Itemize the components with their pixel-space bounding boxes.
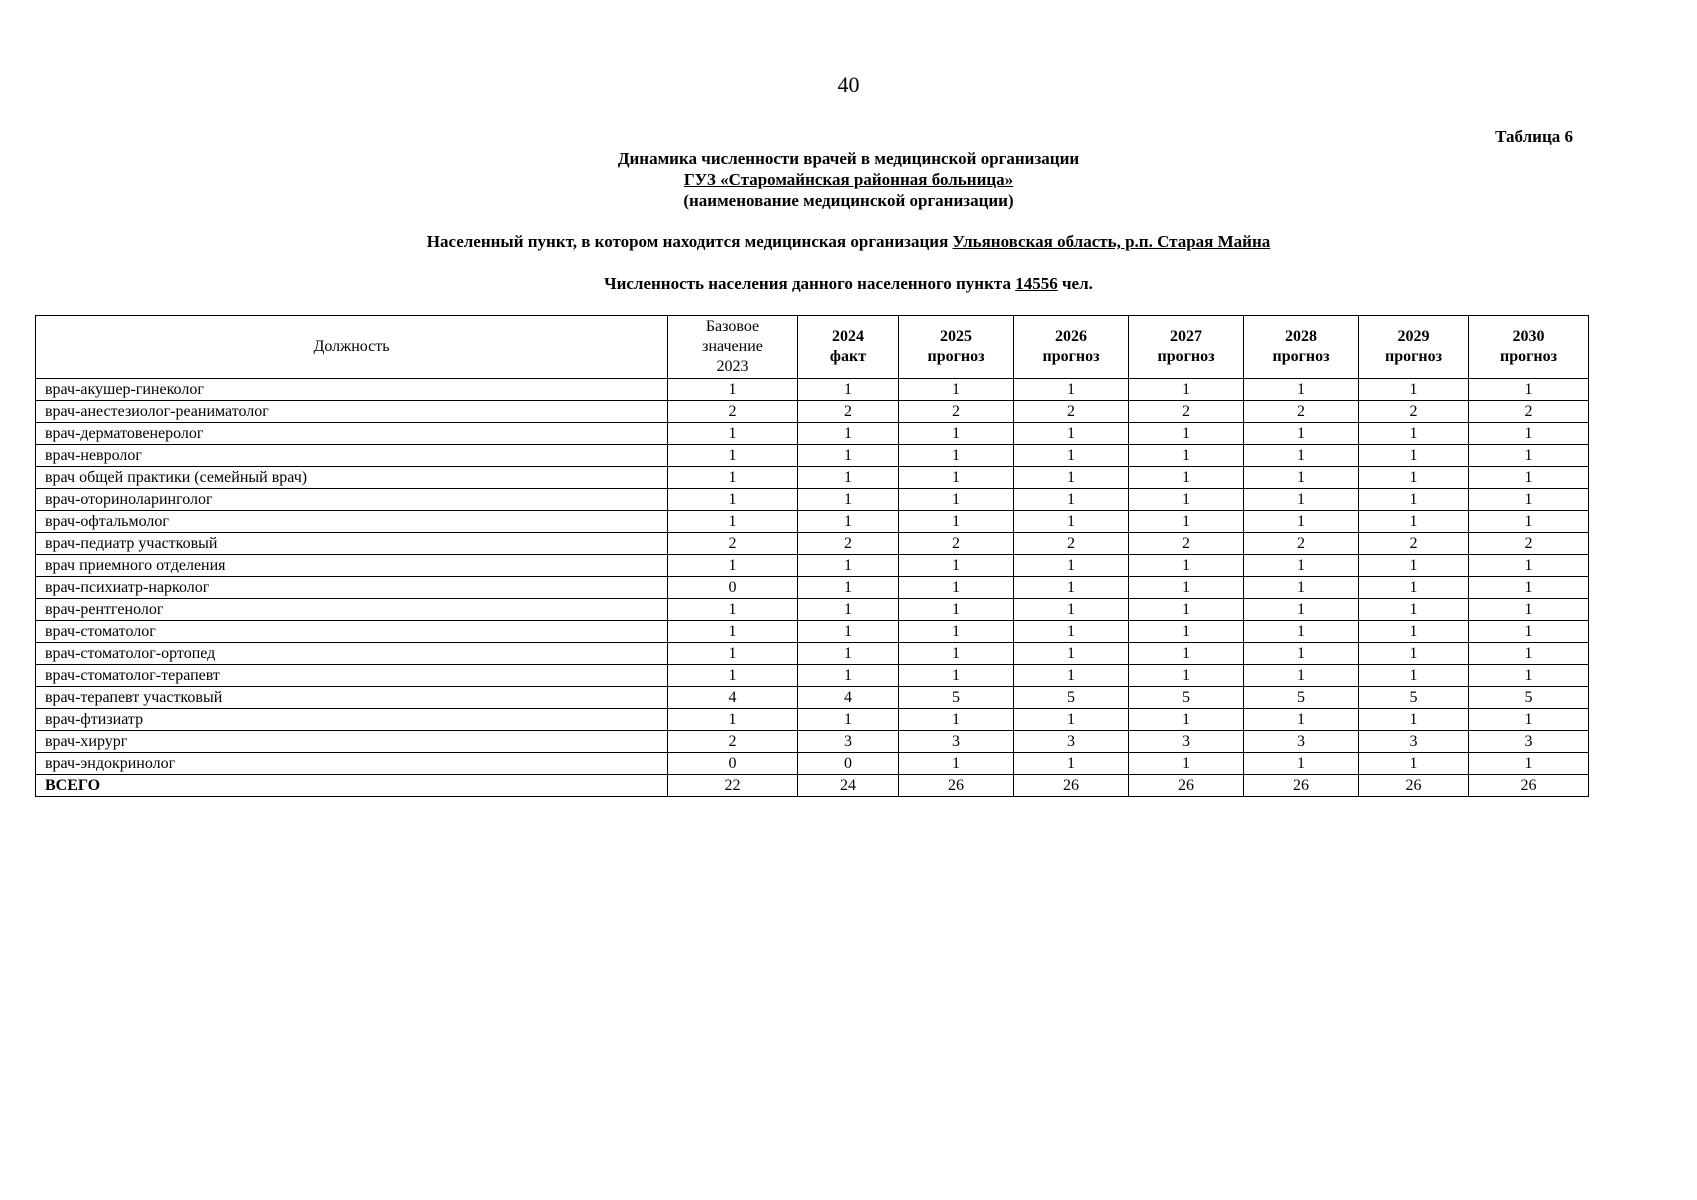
table-header-row xyxy=(36,316,1589,379)
header-text: Должность xyxy=(313,338,390,355)
header-text: факт xyxy=(829,348,867,365)
header-text: 2030 xyxy=(1512,328,1545,345)
count-cell: 1 xyxy=(1244,445,1359,467)
count-cell: 1 xyxy=(1129,423,1244,445)
column-header-position xyxy=(36,316,668,379)
position-cell: врач-рентгенолог xyxy=(36,599,668,621)
population-label: Численность населения данного населенного пункта xyxy=(604,274,1011,293)
count-cell: 1 xyxy=(1469,423,1589,445)
position-cell: врач-фтизиатр xyxy=(36,709,668,731)
count-cell: 1 xyxy=(1359,423,1469,445)
count-cell: 1 xyxy=(668,555,798,577)
position-cell: врач-эндокринолог xyxy=(36,753,668,775)
count-cell: 1 xyxy=(668,379,798,401)
count-cell: 1 xyxy=(1469,709,1589,731)
count-cell: 2 xyxy=(1469,533,1589,555)
location-label: Населенный пункт, в котором находится медицинская организация xyxy=(426,232,949,251)
count-cell: 2 xyxy=(1014,401,1129,423)
header-text: 2029 xyxy=(1397,328,1430,345)
count-cell: 1 xyxy=(1129,643,1244,665)
doctors-table xyxy=(35,315,1589,797)
total-cell: 26 xyxy=(1129,775,1244,797)
count-cell: 4 xyxy=(798,687,899,709)
count-cell: 1 xyxy=(1359,577,1469,599)
count-cell: 1 xyxy=(1359,467,1469,489)
count-cell: 1 xyxy=(1469,599,1589,621)
count-cell: 1 xyxy=(798,665,899,687)
count-cell: 0 xyxy=(668,577,798,599)
count-cell: 1 xyxy=(1129,753,1244,775)
table-row xyxy=(36,467,1589,489)
column-header xyxy=(1014,316,1129,379)
count-cell: 2 xyxy=(1469,401,1589,423)
count-cell: 1 xyxy=(1359,599,1469,621)
count-cell: 1 xyxy=(1014,577,1129,599)
table-row xyxy=(36,753,1589,775)
population-line xyxy=(0,274,1697,294)
location-value: Ульяновская область, р.п. Старая Майна xyxy=(952,232,1271,251)
total-cell: 26 xyxy=(1014,775,1129,797)
count-cell: 1 xyxy=(1469,621,1589,643)
header-text: прогноз xyxy=(1157,348,1215,365)
table-label: Таблица 6 xyxy=(1495,127,1573,146)
count-cell: 1 xyxy=(1129,577,1244,599)
count-cell: 1 xyxy=(1014,599,1129,621)
header-text: 2025 xyxy=(940,328,972,345)
table-row xyxy=(36,489,1589,511)
population-unit: чел. xyxy=(1061,274,1093,293)
count-cell: 1 xyxy=(1014,709,1129,731)
count-cell: 1 xyxy=(798,621,899,643)
table-row xyxy=(36,379,1589,401)
header-text: 2023 xyxy=(716,358,749,375)
count-cell: 3 xyxy=(1129,731,1244,753)
count-cell: 1 xyxy=(1014,665,1129,687)
position-cell: врач-офтальмолог xyxy=(36,511,668,533)
count-cell: 1 xyxy=(1244,467,1359,489)
count-cell: 1 xyxy=(1244,577,1359,599)
count-cell: 1 xyxy=(899,489,1014,511)
count-cell: 1 xyxy=(1359,555,1469,577)
count-cell: 1 xyxy=(668,709,798,731)
position-cell: врач-терапевт участковый xyxy=(36,687,668,709)
column-header xyxy=(1469,316,1589,379)
count-cell: 1 xyxy=(668,643,798,665)
count-cell: 2 xyxy=(798,401,899,423)
count-cell: 1 xyxy=(668,489,798,511)
count-cell: 1 xyxy=(1244,621,1359,643)
count-cell: 1 xyxy=(1469,555,1589,577)
header-text: 2028 xyxy=(1285,328,1317,345)
count-cell: 1 xyxy=(1469,467,1589,489)
count-cell: 1 xyxy=(1469,665,1589,687)
count-cell: 0 xyxy=(668,753,798,775)
count-cell: 5 xyxy=(1469,687,1589,709)
count-cell: 5 xyxy=(1129,687,1244,709)
header-text: прогноз xyxy=(1272,348,1330,365)
table-row xyxy=(36,709,1589,731)
count-cell: 1 xyxy=(1359,445,1469,467)
count-cell: 5 xyxy=(899,687,1014,709)
position-cell: врач-педиатр участковый xyxy=(36,533,668,555)
header-text: 2027 xyxy=(1170,328,1202,345)
count-cell: 3 xyxy=(1469,731,1589,753)
count-cell: 1 xyxy=(1129,445,1244,467)
count-cell: 1 xyxy=(1014,423,1129,445)
count-cell: 1 xyxy=(1014,621,1129,643)
count-cell: 1 xyxy=(1244,423,1359,445)
count-cell: 2 xyxy=(1359,401,1469,423)
table-row xyxy=(36,555,1589,577)
column-header xyxy=(899,316,1014,379)
count-cell: 1 xyxy=(1014,753,1129,775)
header-text: прогноз xyxy=(1042,348,1100,365)
count-cell: 3 xyxy=(798,731,899,753)
position-cell: врач-акушер-гинеколог xyxy=(36,379,668,401)
table-row xyxy=(36,533,1589,555)
count-cell: 3 xyxy=(1359,731,1469,753)
count-cell: 1 xyxy=(1359,489,1469,511)
position-cell: врач-психиатр-нарколог xyxy=(36,577,668,599)
count-cell: 1 xyxy=(798,467,899,489)
header-text: 2026 xyxy=(1055,328,1087,345)
organization-caption: (наименование медицинской организации) xyxy=(683,191,1014,210)
count-cell: 1 xyxy=(668,621,798,643)
count-cell: 1 xyxy=(899,555,1014,577)
position-cell: врач-анестезиолог-реаниматолог xyxy=(36,401,668,423)
table-row xyxy=(36,665,1589,687)
count-cell: 1 xyxy=(1129,709,1244,731)
table-body xyxy=(36,379,1589,797)
count-cell: 1 xyxy=(1359,643,1469,665)
count-cell: 3 xyxy=(899,731,1014,753)
total-row xyxy=(36,775,1589,797)
count-cell: 1 xyxy=(1469,445,1589,467)
count-cell: 1 xyxy=(1129,467,1244,489)
total-cell: 26 xyxy=(1244,775,1359,797)
count-cell: 1 xyxy=(668,445,798,467)
count-cell: 2 xyxy=(1244,533,1359,555)
total-cell: 26 xyxy=(899,775,1014,797)
count-cell: 1 xyxy=(1129,379,1244,401)
table-row xyxy=(36,445,1589,467)
count-cell: 1 xyxy=(1244,753,1359,775)
count-cell: 1 xyxy=(798,489,899,511)
count-cell: 2 xyxy=(1129,533,1244,555)
header-text: прогноз xyxy=(1384,348,1443,365)
count-cell: 1 xyxy=(1244,555,1359,577)
count-cell: 1 xyxy=(1359,621,1469,643)
count-cell: 1 xyxy=(668,665,798,687)
count-cell: 1 xyxy=(798,555,899,577)
count-cell: 1 xyxy=(1014,445,1129,467)
count-cell: 1 xyxy=(798,511,899,533)
count-cell: 1 xyxy=(899,423,1014,445)
position-cell: врач-невролог xyxy=(36,445,668,467)
count-cell: 1 xyxy=(1469,511,1589,533)
header-text: Базовое xyxy=(705,318,760,335)
count-cell: 1 xyxy=(1129,621,1244,643)
count-cell: 2 xyxy=(668,533,798,555)
position-cell: врач-стоматолог-ортопед xyxy=(36,643,668,665)
population-value: 14556 xyxy=(1015,274,1058,293)
count-cell: 1 xyxy=(1244,643,1359,665)
count-cell: 2 xyxy=(798,533,899,555)
table-row xyxy=(36,401,1589,423)
location-line xyxy=(0,232,1697,252)
column-header xyxy=(668,316,798,379)
header-text: прогноз xyxy=(927,348,985,365)
header-text: прогноз xyxy=(1499,348,1558,365)
count-cell: 3 xyxy=(1244,731,1359,753)
count-cell: 0 xyxy=(798,753,899,775)
count-cell: 1 xyxy=(899,599,1014,621)
count-cell: 1 xyxy=(1014,555,1129,577)
count-cell: 1 xyxy=(1014,489,1129,511)
header-text: значение xyxy=(702,338,763,355)
count-cell: 1 xyxy=(1359,665,1469,687)
count-cell: 1 xyxy=(1469,643,1589,665)
position-cell: врач-оториноларинголог xyxy=(36,489,668,511)
count-cell: 1 xyxy=(1129,599,1244,621)
count-cell: 1 xyxy=(668,423,798,445)
count-cell: 1 xyxy=(899,467,1014,489)
count-cell: 2 xyxy=(668,731,798,753)
total-label: ВСЕГО xyxy=(36,775,668,797)
total-cell: 26 xyxy=(1469,775,1589,797)
count-cell: 1 xyxy=(1014,511,1129,533)
count-cell: 1 xyxy=(1129,489,1244,511)
count-cell: 1 xyxy=(899,511,1014,533)
column-header xyxy=(1359,316,1469,379)
count-cell: 1 xyxy=(668,599,798,621)
count-cell: 1 xyxy=(1014,467,1129,489)
table-row xyxy=(36,731,1589,753)
count-cell: 1 xyxy=(798,643,899,665)
count-cell: 1 xyxy=(1244,665,1359,687)
count-cell: 1 xyxy=(899,753,1014,775)
table-heading xyxy=(0,148,1697,211)
table-row xyxy=(36,687,1589,709)
count-cell: 1 xyxy=(1129,555,1244,577)
count-cell: 1 xyxy=(1469,577,1589,599)
count-cell: 2 xyxy=(1359,533,1469,555)
count-cell: 3 xyxy=(1014,731,1129,753)
position-cell: врач-стоматолог-терапевт xyxy=(36,665,668,687)
count-cell: 1 xyxy=(1244,489,1359,511)
column-header xyxy=(798,316,899,379)
count-cell: 1 xyxy=(668,467,798,489)
count-cell: 5 xyxy=(1014,687,1129,709)
total-cell: 22 xyxy=(668,775,798,797)
table-row xyxy=(36,599,1589,621)
count-cell: 1 xyxy=(899,379,1014,401)
heading-title: Динамика численности врачей в медицинской организации xyxy=(617,149,1080,168)
count-cell: 1 xyxy=(798,445,899,467)
count-cell: 1 xyxy=(798,423,899,445)
count-cell: 1 xyxy=(899,643,1014,665)
count-cell: 1 xyxy=(798,599,899,621)
count-cell: 2 xyxy=(899,533,1014,555)
table-row xyxy=(36,577,1589,599)
count-cell: 1 xyxy=(899,445,1014,467)
count-cell: 1 xyxy=(1244,599,1359,621)
count-cell: 1 xyxy=(798,379,899,401)
organization-name: ГУЗ «Старомайнская районная больница» xyxy=(683,170,1014,189)
count-cell: 5 xyxy=(1359,687,1469,709)
total-cell: 26 xyxy=(1359,775,1469,797)
position-cell: врач приемного отделения xyxy=(36,555,668,577)
column-header xyxy=(1244,316,1359,379)
count-cell: 1 xyxy=(1244,709,1359,731)
count-cell: 1 xyxy=(1469,379,1589,401)
count-cell: 1 xyxy=(1359,753,1469,775)
position-cell: врач-хирург xyxy=(36,731,668,753)
count-cell: 1 xyxy=(899,709,1014,731)
table-row xyxy=(36,423,1589,445)
count-cell: 2 xyxy=(1014,533,1129,555)
count-cell: 2 xyxy=(1129,401,1244,423)
header-text: 2024 xyxy=(832,328,864,345)
count-cell: 1 xyxy=(899,665,1014,687)
count-cell: 1 xyxy=(1129,511,1244,533)
count-cell: 1 xyxy=(1469,753,1589,775)
table-row xyxy=(36,621,1589,643)
count-cell: 1 xyxy=(1359,511,1469,533)
count-cell: 1 xyxy=(1014,379,1129,401)
position-cell: врач общей практики (семейный врач) xyxy=(36,467,668,489)
count-cell: 1 xyxy=(899,621,1014,643)
count-cell: 1 xyxy=(798,709,899,731)
position-cell: врач-стоматолог xyxy=(36,621,668,643)
count-cell: 2 xyxy=(668,401,798,423)
count-cell: 5 xyxy=(1244,687,1359,709)
count-cell: 1 xyxy=(798,577,899,599)
count-cell: 1 xyxy=(668,511,798,533)
count-cell: 1 xyxy=(1129,665,1244,687)
count-cell: 1 xyxy=(1244,511,1359,533)
column-header xyxy=(1129,316,1244,379)
count-cell: 1 xyxy=(899,577,1014,599)
count-cell: 2 xyxy=(899,401,1014,423)
count-cell: 1 xyxy=(1359,379,1469,401)
table-row xyxy=(36,511,1589,533)
count-cell: 4 xyxy=(668,687,798,709)
page-number: 40 xyxy=(837,72,860,97)
count-cell: 2 xyxy=(1244,401,1359,423)
position-cell: врач-дерматовенеролог xyxy=(36,423,668,445)
count-cell: 1 xyxy=(1014,643,1129,665)
count-cell: 1 xyxy=(1469,489,1589,511)
table-row xyxy=(36,643,1589,665)
total-cell: 24 xyxy=(798,775,899,797)
count-cell: 1 xyxy=(1244,379,1359,401)
count-cell: 1 xyxy=(1359,709,1469,731)
